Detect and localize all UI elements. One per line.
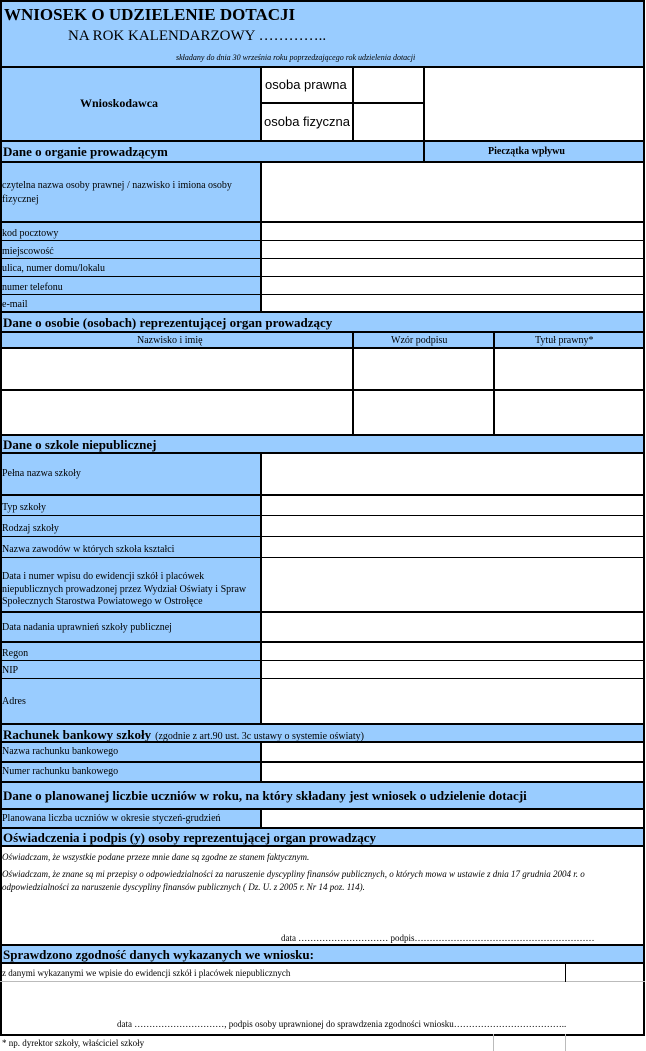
nip-field[interactable] — [263, 662, 642, 678]
planned-students-label: Planowana liczba uczniów w okresie styczeń-grudzień — [2, 813, 221, 824]
postal-code-label: kod pocztowy — [2, 228, 59, 239]
bank-section-title-row — [3, 727, 364, 743]
declaration-signature-line: data ………………………… podpis…………………………………………………… — [281, 933, 595, 943]
divider — [260, 102, 424, 104]
representative-title-field[interactable] — [495, 391, 643, 434]
city-label: miejscowość — [2, 246, 54, 257]
bank-section-title: Rachunek bankowy szkoły — [3, 727, 152, 742]
postal-code-field[interactable] — [263, 223, 642, 240]
representative-name-field[interactable] — [2, 391, 352, 434]
legal-person-label: osoba prawna — [265, 77, 347, 92]
verification-signature-line: data …………………………, podpis osoby uprawnionej do sprawdzenia zgodności wniosku……………………………….. — [117, 1019, 567, 1029]
divider — [0, 944, 645, 946]
students-section-title: Dane o planowanej liczbie uczniów w roku, na który składany jest wniosek o udzielenie dotacji — [3, 788, 527, 803]
planned-students-field[interactable] — [263, 811, 642, 827]
school-section-title: Dane o szkole niepublicznej — [3, 437, 157, 452]
divider — [260, 452, 262, 724]
divider — [0, 641, 645, 643]
divider — [423, 66, 425, 162]
divider — [493, 1034, 494, 1051]
organ-name-label: czytelna nazwa osoby prawnej / nazwisko i imiona osoby fizycznej — [2, 180, 232, 205]
professions-label: Nazwa zawodów w których szkoła kształci — [2, 544, 175, 555]
account-number-label: Numer rachunku bankowego — [2, 766, 119, 777]
representatives-section-title: Dane o osobie (osobach) reprezentującej organ prowadzący — [3, 315, 333, 330]
divider — [0, 311, 645, 313]
city-field[interactable] — [263, 241, 642, 258]
school-name-field[interactable] — [263, 455, 642, 494]
address-field[interactable] — [263, 680, 642, 723]
divider — [0, 827, 645, 829]
divider — [0, 515, 645, 516]
street-label: ulica, numer domu/lokalu — [2, 263, 106, 274]
representative-title-field[interactable] — [495, 349, 643, 389]
deadline-note: składany do dnia 30 września roku poprzedzającego rok udzielenia dotacji — [176, 53, 416, 62]
school-name-label: Pełna nazwa szkoły — [2, 468, 81, 479]
phone-field[interactable] — [263, 277, 642, 294]
divider — [0, 962, 645, 964]
divider — [0, 1034, 645, 1036]
divider — [0, 981, 645, 982]
divider — [0, 845, 645, 847]
divider — [260, 161, 262, 312]
nip-label: NIP — [2, 665, 19, 676]
verification-section-title: Sprawdzono zgodność danych wykazanych we wniosku: — [3, 947, 314, 962]
divider — [0, 140, 645, 142]
divider — [0, 331, 645, 333]
divider — [0, 536, 645, 537]
organ-name-field[interactable] — [263, 164, 642, 221]
bank-section-note: (zgodnie z art.90 ust. 3c ustawy o systemie oświaty) — [155, 731, 364, 742]
divider — [0, 723, 645, 725]
email-label: e-mail — [2, 299, 28, 310]
form-title: WNIOSEK O UDZIELENIE DOTACJI — [4, 5, 296, 24]
column-name: Nazwisko i imię — [137, 335, 203, 346]
professions-field[interactable] — [263, 538, 642, 557]
divider — [0, 434, 645, 436]
natural-person-label: osoba fizyczna — [264, 114, 350, 129]
verification-registry-line: z danymi wykazanymi we wpisie do ewidencji szkół i placówek niepublicznych — [2, 968, 291, 978]
stamp-label: Pieczątka wpływu — [488, 146, 565, 157]
applicant-label: Wnioskodawca — [80, 96, 159, 110]
divider — [0, 161, 645, 163]
account-number-field[interactable] — [263, 764, 642, 781]
street-field[interactable] — [263, 259, 642, 276]
column-legal-title: Tytuł prawny* — [535, 335, 594, 346]
stamp-area — [426, 69, 642, 140]
frame-right — [643, 0, 645, 1035]
regon-label: Regon — [2, 648, 29, 659]
declaration-discipline: Oświadczam, że znane są mi przepisy o odpowiedzialności za naruszenie dyscypliny finansów publicznych, o których mowa w ustawie z dnia 17 grudnia 2004 r. o odpowiedzialności za naruszenie dyscypliny finansów publicznych ( Dz. U. z 2005 r. Nr 14 poz. 114). — [2, 869, 585, 892]
divider — [260, 808, 262, 828]
divider — [0, 660, 645, 661]
school-type-field[interactable] — [263, 497, 642, 515]
school-kind-field[interactable] — [263, 517, 642, 536]
registry-entry-field[interactable] — [263, 559, 642, 611]
school-kind-label: Rodzaj szkoły — [2, 523, 59, 534]
divider — [0, 494, 645, 496]
representative-signature-field[interactable] — [354, 349, 493, 389]
divider — [565, 1034, 566, 1051]
school-type-label: Typ szkoły — [2, 502, 47, 513]
representative-signature-field[interactable] — [354, 391, 493, 434]
address-label: Adres — [2, 696, 26, 707]
verification-check-field[interactable] — [567, 964, 642, 981]
frame-top — [0, 0, 645, 2]
divider — [0, 808, 645, 810]
column-signature: Wzór podpisu — [391, 335, 448, 346]
divider — [0, 781, 645, 783]
divider — [0, 678, 645, 679]
divider — [0, 66, 645, 68]
declarations-section-title: Oświadczenia i podpis (y) osoby reprezentującej organ prowadzący — [3, 830, 377, 845]
representative-name-field[interactable] — [2, 349, 352, 389]
footnote: * np. dyrektor szkoły, właściciel szkoły — [2, 1038, 145, 1048]
divider — [0, 557, 645, 558]
divider — [0, 452, 645, 454]
divider — [565, 962, 566, 982]
legal-person-checkbox[interactable] — [355, 69, 422, 102]
organ-section-title: Dane o organie prowadzącym — [3, 144, 168, 159]
account-name-label: Nazwa rachunku bankowego — [2, 746, 119, 757]
natural-person-checkbox[interactable] — [355, 105, 422, 139]
form-subtitle: NA ROK KALENDARZOWY ………….. — [68, 28, 327, 44]
declaration-truth: Oświadczam, że wszystkie podane przeze mnie dane są zgodne ze stanem faktycznym. — [2, 852, 310, 862]
phone-label: numer telefonu — [2, 282, 63, 293]
email-field[interactable] — [263, 295, 642, 311]
public-rights-label: Data nadania uprawnień szkoły publicznej — [2, 622, 172, 633]
divider — [0, 761, 645, 763]
account-name-field[interactable] — [263, 744, 642, 761]
public-rights-field[interactable] — [263, 614, 642, 641]
divider — [0, 611, 645, 613]
regon-field[interactable] — [263, 644, 642, 660]
registry-entry-label: Data i numer wpisu do ewidencji szkół i placówek niepublicznych prowadzonej przez Wydział Oświaty i Spraw Społecznych Starostwa Powiatowego w Ostrołęce — [2, 571, 247, 607]
